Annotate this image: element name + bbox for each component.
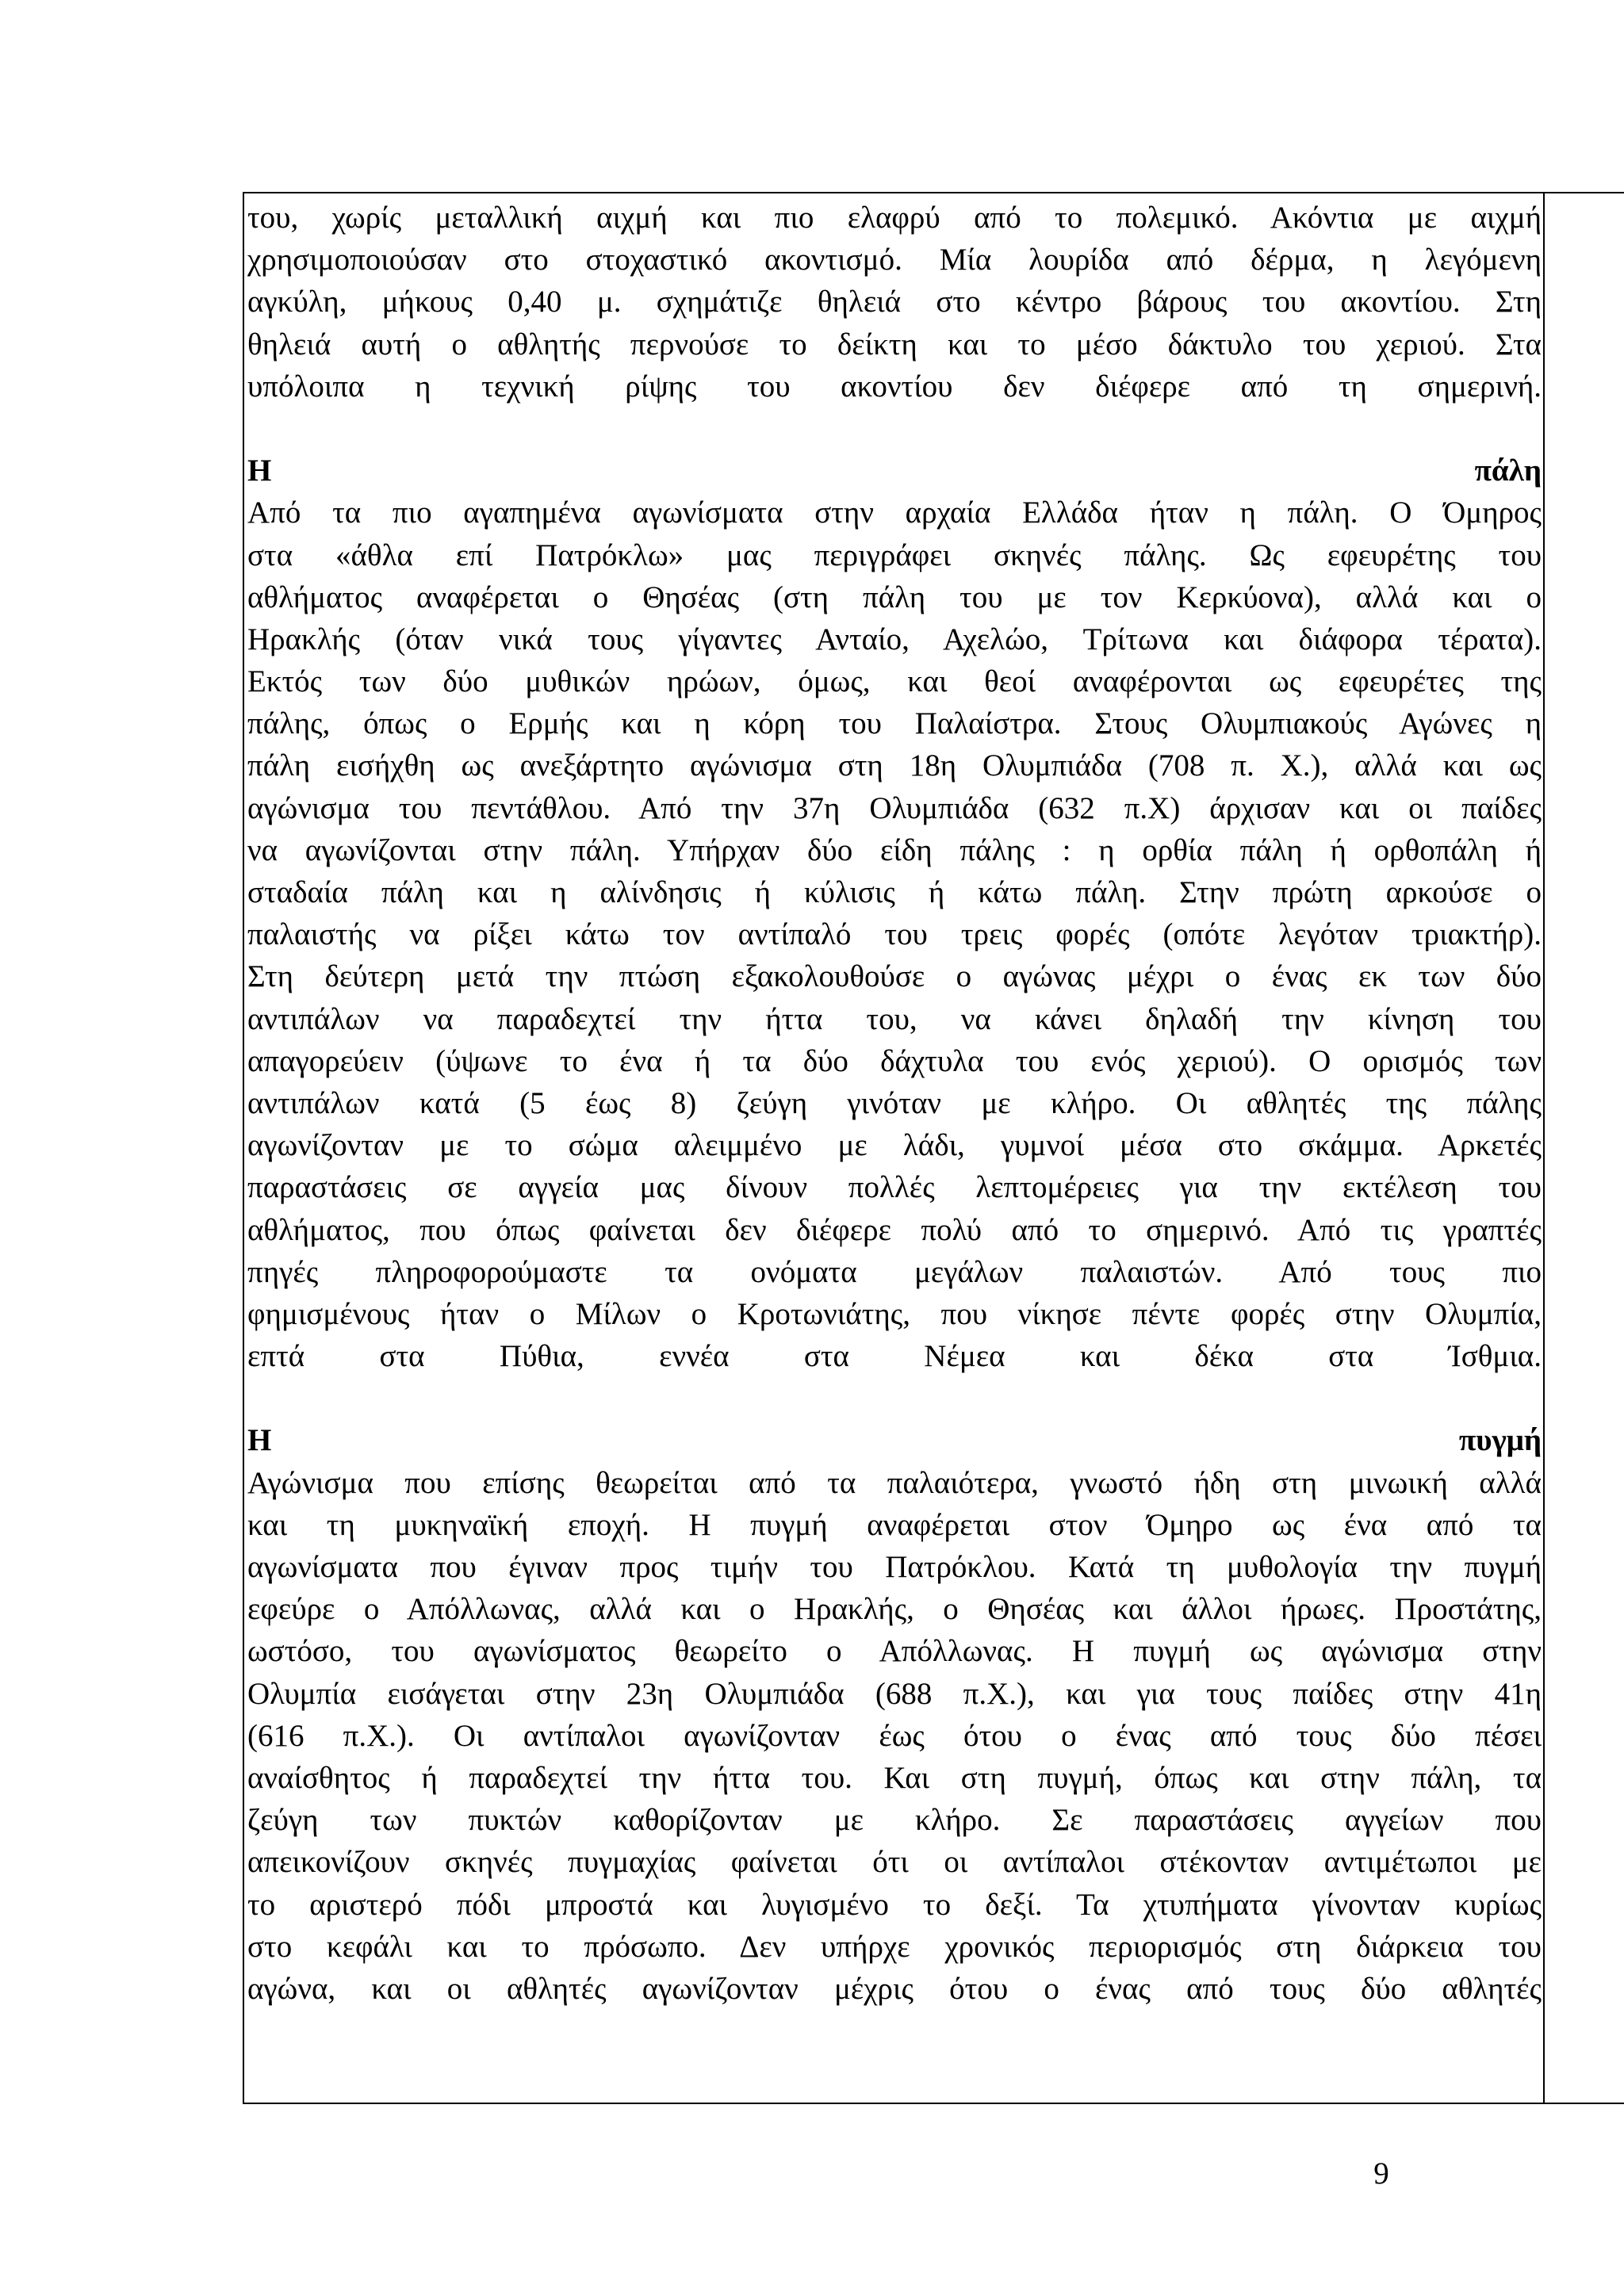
paragraph-line: υπόλοιπα η τεχνική ρίψης του ακοντίου δεν διέφερε από τη σημερινή.: [247, 369, 1542, 404]
table-side-cell: [1543, 192, 1624, 2104]
paragraph-gap: [247, 1377, 1542, 1419]
paragraph-line: χρησιμοποιούσαν στο στοχαστικό ακοντισμό. Μία λουρίδα από δέρμα, η λεγόμενη: [247, 243, 1542, 277]
paragraph-line: ωστόσο, του αγωνίσματος θεωρείτο ο Απόλλωνας. Η πυγμή ως αγώνισμα στην: [247, 1634, 1542, 1669]
paragraph-line: σταδαία πάλη και η αλίνδησις ή κύλισις ή κάτω πάλη. Στην πρώτη αρκούσε ο: [247, 875, 1542, 909]
paragraph-line: στα «άθλα επί Πατρόκλω» μας περιγράφει σκηνές πάλης. Ως εφευρέτης του: [247, 538, 1542, 572]
paragraph-gap: [247, 408, 1542, 450]
heading-article: Η: [247, 1423, 272, 1458]
paragraph-line: αθλήματος αναφέρεται ο Θησέας (στη πάλη του με τον Κερκύονα), αλλά και ο: [247, 580, 1542, 614]
paragraph-line: στο κεφάλι και το πρόσωπο. Δεν υπήρχε χρονικός περιορισμός στη διάρκεια του: [247, 1929, 1542, 1964]
paragraph-line: Στη δεύτερη μετά την πτώση εξακολουθούσε ο αγώνας μέχρι ο ένας εκ των δύο: [247, 959, 1542, 994]
paragraph-line: Ολυμπία εισάγεται στην 23η Ολυμπιάδα (688 π.Χ.), και για τους παίδες στην 41η: [247, 1676, 1542, 1711]
paragraph-line: εφεύρε ο Απόλλωνας, αλλά και ο Ηρακλής, ο Θησέας και άλλοι ήρωες. Προστάτης,: [247, 1592, 1542, 1627]
paragraph-line: φημισμένους ήταν ο Μίλων ο Κροτωνιάτης, που νίκησε πέντε φορές στην Ολυμπία,: [247, 1296, 1542, 1331]
body-text: [247, 197, 1542, 2010]
paragraph-line: αναίσθητος ή παραδεχτεί την ήττα του. Και στη πυγμή, όπως και στην πάλη, τα: [247, 1760, 1542, 1795]
paragraph-line: αντιπάλων να παραδεχτεί την ήττα του, να κάνει δηλαδή την κίνηση του: [247, 1001, 1542, 1036]
paragraph-line: αθλήματος, που όπως φαίνεται δεν διέφερε πολύ από το σημερινό. Από τις γραπτές: [247, 1212, 1542, 1247]
paragraph-line: αγκύλη, μήκους 0,40 μ. σχημάτιζε θηλειά στο κέντρο βάρους του ακοντίου. Στη: [247, 285, 1542, 320]
heading-article: Η: [247, 453, 272, 488]
paragraph-line: του, χωρίς μεταλλική αιχμή και πιο ελαφρύ από το πολεμικό. Ακόντια με αιχμή: [247, 201, 1542, 235]
paragraph-line: θηλειά αυτή ο αθλητής περνούσε το δείκτη και το μέσο δάκτυλο του χεριού. Στα: [247, 327, 1542, 362]
paragraph-line: αγωνίζονταν με το σώμα αλειμμένο με λάδι, γυμνοί μέσα στο σκάμμα. Αρκετές: [247, 1128, 1542, 1163]
paragraph-line: αντιπάλων κατά (5 έως 8) ζεύγη γινόταν με κλήρο. Οι αθλητές της πάλης: [247, 1085, 1542, 1120]
paragraph-line: πάλης, όπως ο Ερμής και η κόρη του Παλαίστρα. Στους Ολυμπιακούς Αγώνες η: [247, 706, 1542, 741]
section-heading-pali: [247, 450, 1542, 492]
paragraph-line: Εκτός των δύο μυθικών ηρώων, όμως, και θεοί αναφέρονται ως εφευρέτες της: [247, 664, 1542, 699]
paragraph-line: Από τα πιο αγαπημένα αγωνίσματα στην αρχαία Ελλάδα ήταν η πάλη. Ο Όμηρος: [247, 496, 1542, 530]
paragraph-line: το αριστερό πόδι μπροστά και λυγισμένο το δεξί. Τα χτυπήματα γίνονταν κυρίως: [247, 1887, 1542, 1922]
paragraph-line: πηγές πληροφορούμαστε τα ονόματα μεγάλων παλαιστών. Από τους πιο: [247, 1254, 1542, 1289]
paragraph-line: Αγώνισμα που επίσης θεωρείται από τα παλαιότερα, γνωστό ήδη στη μινωική αλλά: [247, 1465, 1542, 1500]
paragraph-line: ζεύγη των πυκτών καθορίζονταν με κλήρο. Σε παραστάσεις αγγείων που: [247, 1803, 1542, 1838]
text-frame: [243, 192, 1545, 2104]
paragraph-line: και τη μυκηναϊκή εποχή. Η πυγμή αναφέρεται στον Όμηρο ως ένα από τα: [247, 1507, 1542, 1542]
paragraph-line: Ηρακλής (όταν νικά τους γίγαντες Ανταίο, Αχελώο, Τρίτωνα και διάφορα τέρατα).: [247, 622, 1542, 656]
paragraph-line: επτά στα Πύθια, εννέα στα Νέμεα και δέκα στα Ίσθμια.: [247, 1339, 1542, 1374]
paragraph-line: αγωνίσματα που έγιναν προς τιμήν του Πατρόκλου. Κατά τη μυθολογία την πυγμή: [247, 1550, 1542, 1584]
paragraph-line: πάλη εισήχθη ως ανεξάρτητο αγώνισμα στη 18η Ολυμπιάδα (708 π. Χ.), αλλά και ως: [247, 748, 1542, 783]
paragraph-line: να αγωνίζονται στην πάλη. Υπήρχαν δύο είδη πάλης : η ορθία πάλη ή ορθοπάλη ή: [247, 832, 1542, 867]
paragraph-line: (616 π.Χ.). Οι αντίπαλοι αγωνίζονταν έως ότου ο ένας από τους δύο πέσει: [247, 1718, 1542, 1753]
paragraph-line: αγώνισμα του πεντάθλου. Από την 37η Ολυμπιάδα (632 π.Χ) άρχισαν και οι παίδες: [247, 790, 1542, 825]
paragraph-line: παραστάσεις σε αγγεία μας δίνουν πολλές λεπτομέρειες για την εκτέλεση του: [247, 1170, 1542, 1205]
paragraph-line: παλαιστής να ρίξει κάτω τον αντίπαλό του τρεις φορές (οπότε λεγόταν τριακτήρ).: [247, 917, 1542, 952]
heading-title: πυγμή: [1458, 1423, 1542, 1458]
paragraph-line: απεικονίζουν σκηνές πυγμαχίας φαίνεται ότι οι αντίπαλοι στέκονταν αντιμέτωποι με: [247, 1845, 1542, 1880]
paragraph-line: απαγορεύειν (ύψωνε το ένα ή τα δύο δάχτυλα του ενός χεριού). Ο ορισμός των: [247, 1043, 1542, 1078]
paragraph-line: αγώνα, και οι αθλητές αγωνίζονταν μέχρις ότου ο ένας από τους δύο αθλητές: [247, 1971, 1542, 2006]
page-number: 9: [1373, 2156, 1389, 2191]
section-heading-pygmi: [247, 1419, 1542, 1461]
heading-title: πάλη: [1474, 453, 1542, 488]
